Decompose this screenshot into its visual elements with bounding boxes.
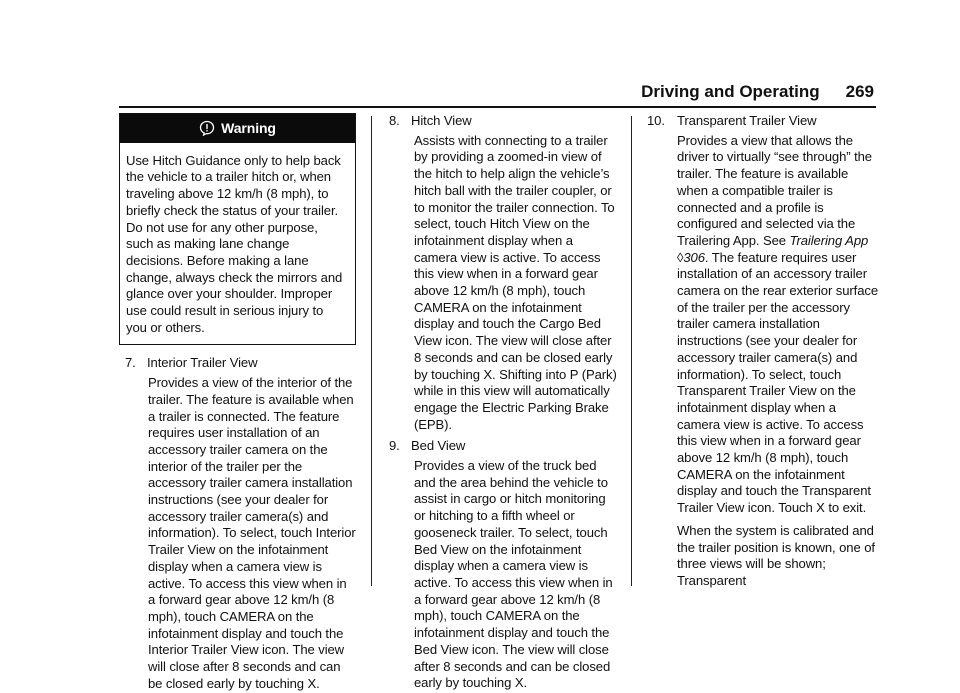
list-item-body: Provides a view of the interior of the trailer. The feature is available when a trailer is connected. The feature requires user installation of an accessory trailer camera on the interior of the trailer per the accessory trailer camera installation instructions (see your dealer for accessory trailer camera(s) and information). To select, touch Interior Trailer View on the infotainment display when a camera view is active. To access this view when in a forward gear above 12 km/h (8 mph), touch CAMERA on the infotainment display and touch the Interior Trailer View icon. The view will close after 8 seconds and can be closed early by touching X. (148, 375, 356, 691)
list-item-body (677, 133, 879, 517)
page-header (641, 82, 874, 102)
list-item-body: Provides a view of the truck bed and the area behind the vehicle to assist in cargo or hitch monitoring or hitching to a fifth wheel or gooseneck trailer. To select, touch Bed View on the infotainment display when a camera view is active. To access this view when in a forward gear above 12 km/h (8 mph), touch CAMERA on the infotainment display and touch the Bed View icon. The view will close after 8 seconds and can be closed early by touching X. (414, 458, 613, 691)
item-number: 9. (389, 438, 400, 454)
cross-reference-link[interactable]: Trailering App (789, 232, 869, 248)
item-title-text: Hitch View (411, 113, 472, 128)
column-1 (119, 113, 356, 693)
item-title-text: Bed View (411, 438, 466, 454)
warning-box (119, 113, 356, 345)
item-number: 7. (125, 355, 136, 371)
list-item-body: When the system is calibrated and the trailer position is known, one of three views will be shown; Transparent (677, 522, 875, 588)
warning-text: Use Hitch Guidance only to help back the vehicle to a trailer hitch or, when traveling above 12 km/h (8 mph), to briefly check the status of your trailer. Do not use for any other purpose, such as making lane change decisions. Before making a lane change, always check the mirrors and glance over your shoulder. Improper use could result in serious injury to you or others. (126, 152, 343, 335)
column-3 (647, 113, 879, 590)
column-2 (389, 113, 619, 692)
item-title-text: Interior Trailer View (147, 355, 258, 371)
list-item-title (125, 355, 356, 372)
body-text: . The feature requires user installation of an accessory trailer camera on the rear exterior surface of the trailer per the accessory trailer camera installation instructions (see your dealer for accessory trailer camera(s) and information). To select, touch Transparent Trailer View on the infotainment display when a camera view is active. To access this view when in a forward gear above 12 km/h (8 mph), touch CAMERA on the infotainment display and touch the Transparent Trailer View icon. Touch X to exit. (677, 249, 879, 516)
list-item-title (647, 113, 879, 130)
warning-title: Warning (221, 120, 276, 136)
list-item-body: Assists with connecting to a trailer by providing a zoomed-in view of the hitch to help align the vehicle’s hitch ball with the trailer coupler, or to monitor the trailer connection. To select, touch Hitch View on the infotainment display when a camera view is active. To access this view when in a forward gear above 12 km/h (8 mph), touch CAMERA on the infotainment display and touch the Cargo Bed View icon. The view will close after 8 seconds and can be closed early by touching X. Shifting into P (Park) while in this view will automatically engage the Electric Parking Brake (EPB). (414, 132, 617, 432)
item-number: 8. (389, 113, 400, 128)
page-ref-arrow-icon: ◊ (677, 249, 684, 265)
column-divider (631, 116, 632, 586)
cross-reference-page[interactable]: 306 (683, 249, 705, 265)
warning-header (120, 114, 355, 143)
item-number: 10. (647, 113, 665, 128)
section-title: Driving and Operating (641, 82, 820, 101)
warning-icon (199, 120, 215, 136)
list-item-title (389, 113, 619, 130)
column-divider (371, 116, 372, 586)
body-text: Provides a view that allows the driver to virtually “see through” the trailer. The feature is available when a compatible trailer is connected and a profile is configured and selected via the Trailering App. See (677, 132, 872, 248)
list-item-title (389, 438, 619, 455)
page-number: 269 (845, 82, 874, 101)
header-rule (119, 106, 876, 108)
item-title-text: Transparent Trailer View (677, 113, 817, 128)
